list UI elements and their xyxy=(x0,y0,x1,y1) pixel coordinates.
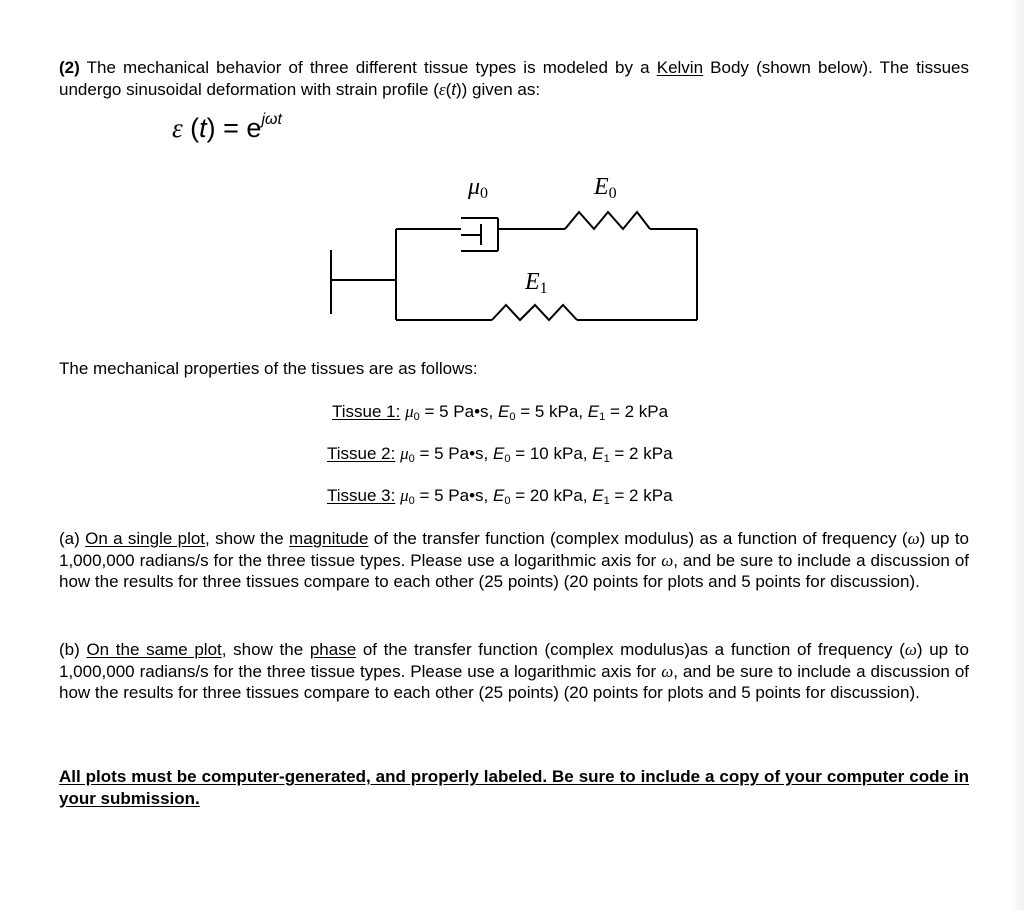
diagram-lines xyxy=(331,212,697,320)
tissue-2-row xyxy=(327,443,673,470)
time-symbol: t xyxy=(451,79,456,99)
omega-symbol: ω xyxy=(907,529,920,548)
part-b-text-3: ) up to 1,000,000 radians/s for the three tissue types. Please use a logarithmic axis for xyxy=(59,640,969,681)
eq-exponent: jωt xyxy=(261,111,282,128)
mu-sub: 0 xyxy=(413,411,420,423)
mu0-label: μ0 xyxy=(468,174,489,202)
mu-symbol: μ xyxy=(400,486,409,505)
e0-value: = 5 kPa, xyxy=(515,402,588,421)
e1-label: E1 xyxy=(525,269,548,297)
tissue-1-name: Tissue 1: xyxy=(332,402,401,421)
e1-sub: 1 xyxy=(599,411,606,423)
e1-value: = 2 kPa xyxy=(609,444,673,463)
part-a-text-4: , and be sure to include a discussion of how the results for three tissues compare to each other (25 points) (20 points for plots and 5 points for discussion). xyxy=(59,550,970,591)
kelvin-body-diagram xyxy=(0,0,1024,360)
mu-sub: 0 xyxy=(408,453,415,465)
intro-text: The mechanical behavior of three different tissue types is modeled by a xyxy=(79,58,657,77)
e1-symbol: E xyxy=(592,486,604,505)
e0-sub: 0 xyxy=(504,495,511,507)
part-a-text: , show the xyxy=(205,529,290,548)
eq-epsilon: ε xyxy=(172,113,183,143)
e1-sub: 1 xyxy=(603,453,610,465)
part-a-text-3: ) up to 1,000,000 radians/s for the three tissue types. Please use a logarithmic axis for xyxy=(59,529,969,570)
e0-symbol: E xyxy=(493,444,505,463)
e0-sub: 0 xyxy=(504,453,511,465)
part-a-link-single-plot[interactable]: On a single plot xyxy=(85,529,206,548)
properties-intro: The mechanical properties of the tissues are as follows: xyxy=(59,359,478,378)
part-a xyxy=(59,528,969,593)
tissue-3-name: Tissue 3: xyxy=(327,486,396,505)
mu-symbol: μ xyxy=(400,444,409,463)
e0-label: E0 xyxy=(594,174,617,202)
tissue-2-name: Tissue 2: xyxy=(327,444,396,463)
submission-note: All plots must be computer-generated, and properly labeled. Be sure to include a copy of your computer code in your submission. xyxy=(59,767,969,808)
e0-symbol: E xyxy=(493,486,505,505)
mu-sub: 0 xyxy=(408,495,415,507)
mu-value: = 5 Pa•s, xyxy=(414,444,493,463)
part-a-link-magnitude[interactable]: magnitude xyxy=(289,529,369,548)
intro-text-2: Body (shown below). The tissues undergo sinusoidal deformation with strain profile ( xyxy=(59,58,969,99)
e0-symbol: E xyxy=(498,402,510,421)
intro-text-3: )) given as: xyxy=(455,79,541,99)
part-b-text-2: of the transfer function (complex modulus)as a function of frequency ( xyxy=(356,640,905,659)
mu-symbol: μ xyxy=(405,402,414,421)
e0-sub: 0 xyxy=(509,411,516,423)
e1-value: = 2 kPa xyxy=(609,486,673,505)
eq-open: ( xyxy=(182,113,200,143)
e1-value: = 2 kPa xyxy=(605,402,669,421)
eq-close: ) = e xyxy=(206,113,262,143)
paren: ( xyxy=(445,79,452,99)
e0-value: = 10 kPa, xyxy=(510,444,593,463)
mu-value: = 5 Pa•s, xyxy=(419,402,498,421)
e1-sub: 1 xyxy=(603,495,610,507)
part-b-link-same-plot[interactable]: On the same plot xyxy=(86,640,222,659)
eq-t: t xyxy=(199,113,207,143)
page-edge-shadow xyxy=(1010,0,1024,910)
mu-value: = 5 Pa•s, xyxy=(414,486,493,505)
part-a-prefix: (a) xyxy=(59,529,86,548)
part-b-link-phase[interactable]: phase xyxy=(309,640,357,659)
strain-symbol: ε xyxy=(438,79,446,99)
problem-number: (2) xyxy=(59,58,80,77)
spring-e1 xyxy=(492,305,577,320)
tissue-3-row xyxy=(327,485,673,512)
part-a-text-2: of the transfer function (complex modulus) as a function of frequency ( xyxy=(368,529,908,548)
omega-symbol: ω xyxy=(904,640,917,659)
part-b xyxy=(59,639,969,704)
e0-value: = 20 kPa, xyxy=(510,486,593,505)
omega-symbol: ω xyxy=(661,550,674,570)
spring-e0 xyxy=(565,212,650,229)
omega-symbol: ω xyxy=(661,661,674,681)
part-b-text: , show the xyxy=(221,640,310,659)
tissue-1-row xyxy=(332,401,668,428)
part-b-prefix: (b) xyxy=(59,640,87,659)
e1-symbol: E xyxy=(587,402,600,421)
e1-symbol: E xyxy=(592,444,604,463)
part-b-text-4: , and be sure to include a discussion of how the results for three tissues compare to each other (25 points) (20 points for plots and 5 points for discussion). xyxy=(59,661,970,702)
kelvin-link[interactable]: Kelvin xyxy=(656,58,704,77)
